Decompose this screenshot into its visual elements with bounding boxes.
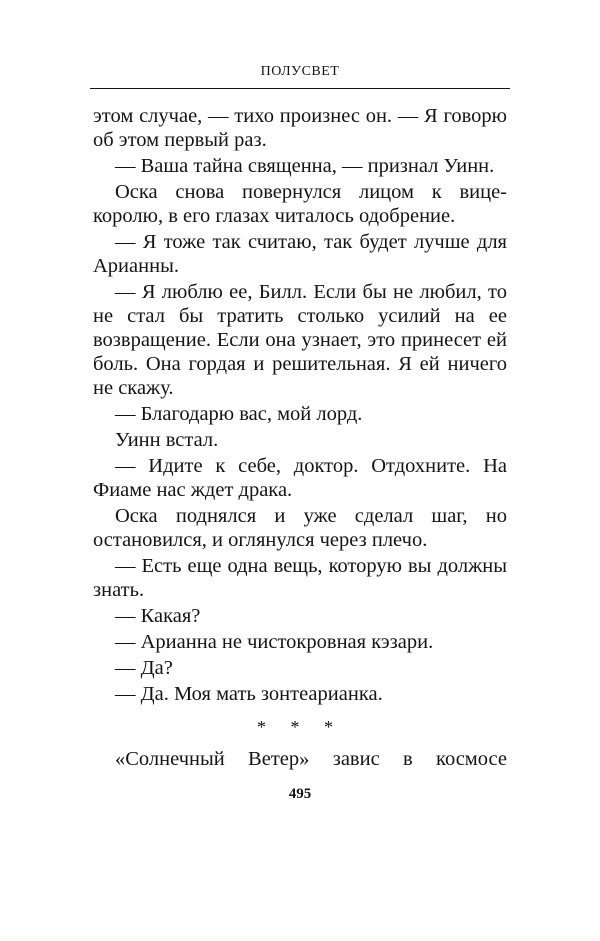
paragraph: Оска поднялся и уже сделал шаг, но остановился, и оглянулся через плечо. (93, 505, 507, 551)
paragraph: — Да. Моя мать зонтеарианка. (115, 683, 383, 705)
paragraph: — Есть еще одна вещь, которую вы должны знать. (93, 555, 507, 601)
section-break: * * * (257, 717, 343, 737)
paragraph: — Благодарю вас, мой лорд. (115, 403, 363, 425)
paragraph: — Арианна не чистокровная кэзари. (115, 631, 434, 653)
paragraph: этом случае, — тихо произнес он. — Я говорю об этом первый раз. (93, 105, 507, 151)
paragraph: — Я тоже так считаю, так будет лучше для Арианны. (93, 231, 507, 277)
paragraph: — Я люблю ее, Билл. Если бы не любил, то не стал бы тратить столько усилий на ее возвращение. Если она узнает, это принесет ей боль. Она гордая и решительная. Я ей ничего не скажу. (93, 281, 507, 399)
paragraph: — Да? (115, 657, 173, 679)
continuation-line: «Солнечный Ветер» завис в космосе (115, 748, 507, 770)
paragraph: Оска снова повернулся лицом к вице-королю, в его глазах читалось одобрение. (93, 181, 507, 227)
paragraph: — Ваша тайна священна, — признал Уинн. (115, 155, 495, 177)
paragraph: — Идите к себе, доктор. Отдохните. На Фиаме нас ждет драка. (93, 455, 507, 501)
paragraph: Уинн встал. (115, 429, 219, 451)
page-number: 495 (288, 786, 312, 802)
header-rule (90, 88, 510, 89)
paragraph: — Какая? (115, 605, 201, 627)
body-text (93, 104, 507, 708)
running-head: ПОЛУСВЕТ (260, 64, 340, 79)
